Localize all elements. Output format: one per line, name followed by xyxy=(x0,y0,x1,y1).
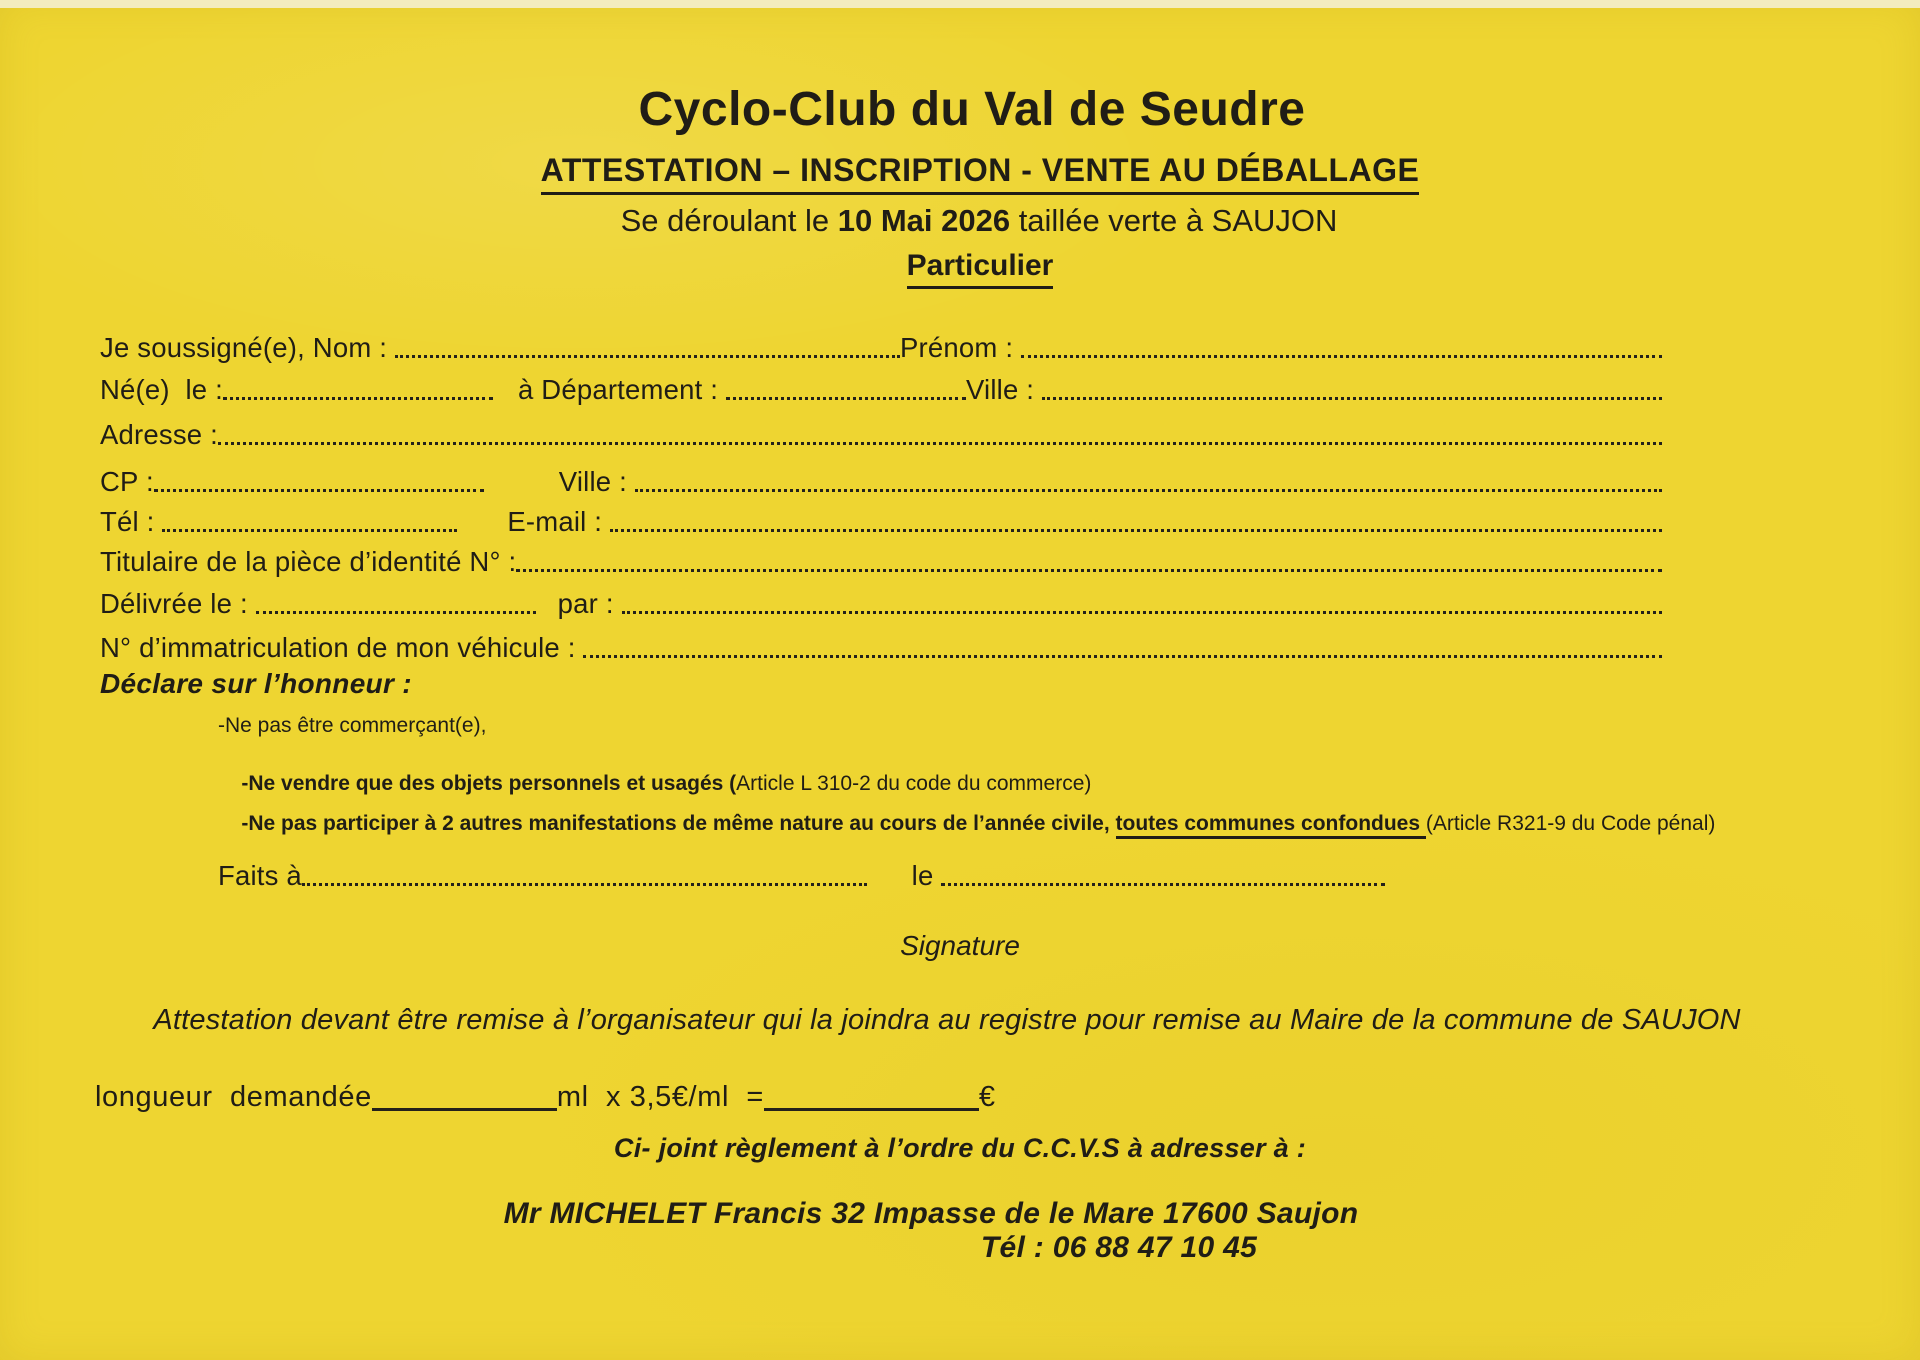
form-subtitle xyxy=(0,152,1920,195)
declaration-item-3 xyxy=(218,785,1715,864)
faits-a-fill-line xyxy=(302,883,867,886)
event-line xyxy=(0,203,1920,239)
field-row-delivree xyxy=(100,584,1662,620)
pricing-row xyxy=(95,1078,996,1114)
total-blank-line xyxy=(764,1108,979,1111)
ne-le-label: Né(e) le : xyxy=(100,374,223,405)
ville-fill-line xyxy=(635,489,1662,492)
declaration-item-2-rest: Article L 310-2 du code du commerce) xyxy=(736,772,1092,796)
declaration-item-3-bold: -Ne pas participer à 2 autres manifestations de même nature au cours de l’année civile, xyxy=(241,812,1116,836)
scan-edge-artifact xyxy=(0,0,1920,8)
par-fill-line xyxy=(622,611,1662,614)
declaration-item-3-rest: (Article R321-9 du Code pénal) xyxy=(1425,812,1716,836)
event-prefix: Se déroulant le xyxy=(620,203,838,238)
event-suffix: taillée verte à SAUJON xyxy=(1010,203,1338,238)
nom-label: Je soussigné(e), Nom : xyxy=(100,332,395,363)
adresse-label: Adresse : xyxy=(100,419,218,450)
email-label: E-mail : xyxy=(507,506,610,537)
tel-fill-line xyxy=(162,529,457,532)
event-date: 10 Mai 2026 xyxy=(837,203,1011,238)
section-heading-text: Particulier xyxy=(907,249,1054,289)
ne-le-fill-line xyxy=(223,397,493,400)
notice-line: Attestation devant être remise à l’organisateur qui la joindra au registre pour remise au Maire de la commune de SAUJON xyxy=(153,1004,1741,1036)
field-row-naissance xyxy=(100,370,1662,406)
declaration-heading: Déclare sur l’honneur : xyxy=(100,668,412,699)
tel-label: Tél : xyxy=(100,506,163,537)
contact-address: Mr MICHELET Francis 32 Impasse de le Mare 17600 Saujon xyxy=(503,1197,1359,1230)
piece-identite-label: Titulaire de la pièce d’identité N° : xyxy=(100,546,517,577)
field-row-nom-prenom xyxy=(100,328,1662,364)
faits-a-label: Faits à xyxy=(218,860,302,891)
field-row-tel-email xyxy=(100,502,1662,538)
departement-fill-line xyxy=(726,397,966,400)
prenom-fill-line xyxy=(1021,355,1662,358)
field-row-faits-le xyxy=(218,856,1385,892)
field-row-immatriculation xyxy=(100,628,1662,664)
field-row-cp-ville xyxy=(100,462,1662,498)
ville-naissance-fill-line xyxy=(1042,397,1662,400)
longueur-label: longueur demandée xyxy=(95,1081,372,1113)
cp-fill-line xyxy=(154,489,484,492)
rate-label: ml x 3,5€/ml = xyxy=(556,1081,764,1113)
immatriculation-label: N° d’immatriculation de mon véhicule : xyxy=(100,632,584,663)
field-row-piece-identite xyxy=(100,542,1662,578)
delivree-le-label: Délivrée le : xyxy=(100,588,256,619)
declaration-item-2-bold: -Ne vendre que des objets personnels et usagés ( xyxy=(241,772,737,796)
field-row-adresse xyxy=(100,415,1662,451)
currency-label: € xyxy=(978,1081,996,1113)
immatriculation-fill-line xyxy=(583,655,1662,658)
payment-note: Ci- joint règlement à l’ordre du C.C.V.S à adresser à : xyxy=(613,1133,1307,1163)
declaration-item-1: -Ne pas être commerçant(e), xyxy=(218,714,487,737)
cp-label: CP : xyxy=(100,466,154,497)
par-label: par : xyxy=(557,588,622,619)
nom-fill-line xyxy=(395,355,900,358)
form-subtitle-text: ATTESTATION – INSCRIPTION - VENTE AU DÉBALLAGE xyxy=(541,152,1420,195)
piece-identite-fill-line xyxy=(516,569,1662,572)
signature-label: Signature xyxy=(900,930,1020,961)
le-label: le xyxy=(911,860,942,891)
email-fill-line xyxy=(610,529,1662,532)
delivree-le-fill-line xyxy=(256,611,536,614)
prenom-label: Prénom : xyxy=(900,332,1022,363)
longueur-blank-line xyxy=(372,1108,557,1111)
page-title: Cyclo-Club du Val de Seudre xyxy=(638,83,1306,136)
section-heading xyxy=(0,249,1920,289)
departement-label: à Département : xyxy=(517,374,726,405)
le-fill-line xyxy=(941,883,1385,886)
contact-phone: Tél : 06 88 47 10 45 xyxy=(980,1231,1258,1264)
ville-naissance-label: Ville : xyxy=(965,374,1042,405)
ville-label: Ville : xyxy=(558,466,635,497)
declaration-item-3-underlined: toutes communes confondues xyxy=(1116,812,1426,839)
adresse-fill-line xyxy=(218,442,1662,445)
